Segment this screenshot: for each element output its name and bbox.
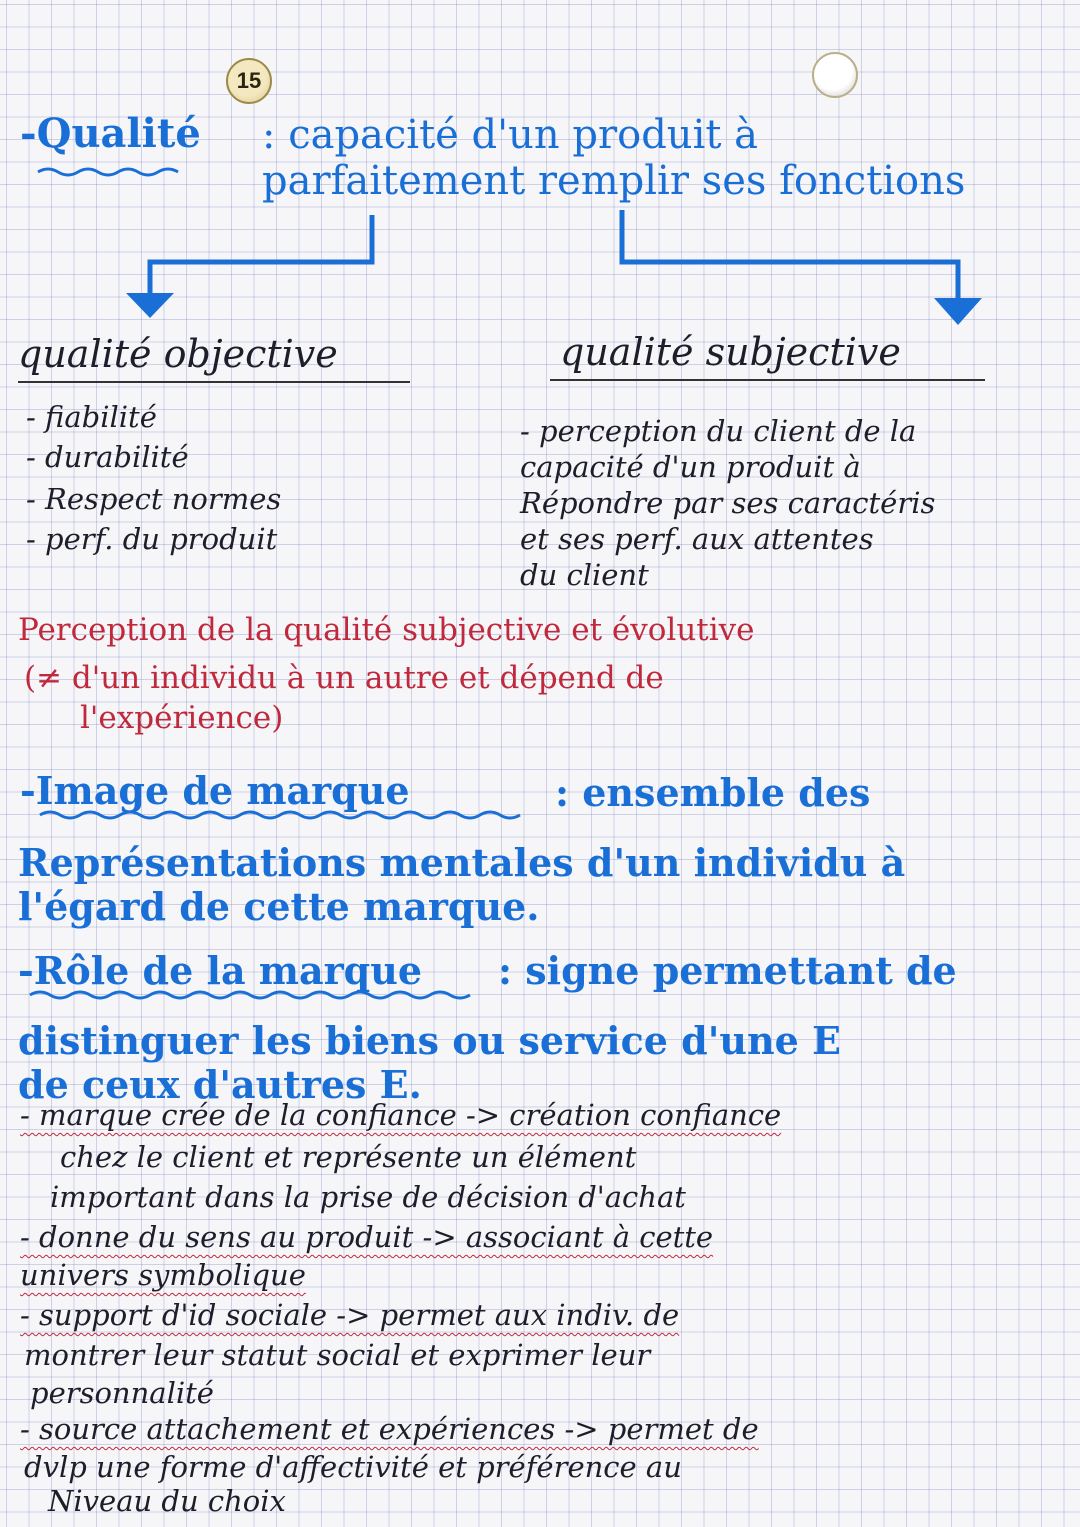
role-list-line: Niveau du choix bbox=[48, 1484, 286, 1518]
role-list-line: chez le client et représente un élément bbox=[60, 1140, 637, 1174]
role-list-text: - support d'id sociale -> permet aux indiv. de bbox=[20, 1298, 680, 1332]
subjective-line: et ses perf. aux attentes bbox=[520, 522, 874, 556]
role-list-text: - source attachement et expériences -> permet de bbox=[20, 1412, 759, 1446]
objective-item: - Respect normes bbox=[26, 482, 282, 516]
role-list-line bbox=[20, 1298, 679, 1332]
qualite-definition-line1: : capacité d'un produit à bbox=[262, 112, 758, 158]
subjective-line: - perception du client de la bbox=[520, 414, 917, 448]
role-list-line: dvlp une forme d'affectivité et préférence au bbox=[24, 1450, 682, 1484]
role-marque-def-line1: : signe permettant de bbox=[498, 948, 957, 993]
objective-title: qualité objective bbox=[18, 332, 338, 376]
role-list-line: personnalité bbox=[30, 1376, 214, 1410]
image-marque-def-line2: Représentations mentales d'un individu à bbox=[18, 840, 906, 885]
role-list-text: univers symbolique bbox=[20, 1258, 306, 1292]
objective-item: - fiabilité bbox=[26, 400, 157, 434]
role-list-line: montrer leur statut social et exprimer leur bbox=[24, 1338, 651, 1372]
perception-note-line: Perception de la qualité subjective et évolutive bbox=[18, 612, 755, 648]
perception-note-line: l'expérience) bbox=[80, 700, 284, 736]
objective-item: - durabilité bbox=[26, 440, 189, 474]
role-list-text: - marque crée de la confiance -> création confiance bbox=[20, 1098, 782, 1132]
objective-item: - perf. du produit bbox=[26, 522, 278, 556]
role-list-line bbox=[20, 1220, 713, 1254]
subjective-line: du client bbox=[520, 558, 649, 592]
subjective-line: capacité d'un produit à bbox=[520, 450, 861, 484]
role-marque-def-line2: distinguer les biens ou service d'une E bbox=[18, 1018, 841, 1063]
role-list-text: - donne du sens au produit -> associant à cette bbox=[20, 1220, 714, 1254]
qualite-term: -Qualité bbox=[20, 110, 201, 157]
role-marque-def-line3: de ceux d'autres E. bbox=[18, 1062, 422, 1107]
image-marque-def-line3: l'égard de cette marque. bbox=[18, 884, 540, 929]
perception-note-line: (≠ d'un individu à un autre et dépend de bbox=[24, 660, 664, 696]
role-list-line bbox=[20, 1412, 759, 1446]
image-marque-def-line1: : ensemble des bbox=[555, 770, 871, 815]
subjective-title: qualité subjective bbox=[560, 330, 901, 374]
qualite-definition-line2: parfaitement remplir ses fonctions bbox=[262, 158, 966, 204]
role-list-line bbox=[20, 1098, 781, 1132]
page-number: 15 bbox=[236, 68, 262, 93]
role-marque-term: -Rôle de la marque bbox=[18, 948, 423, 993]
role-list-line: important dans la prise de décision d'achat bbox=[50, 1180, 686, 1214]
subjective-line: Répondre par ses caractéris bbox=[520, 486, 936, 520]
role-list-line bbox=[20, 1258, 306, 1292]
image-marque-term: -Image de marque bbox=[20, 768, 410, 813]
